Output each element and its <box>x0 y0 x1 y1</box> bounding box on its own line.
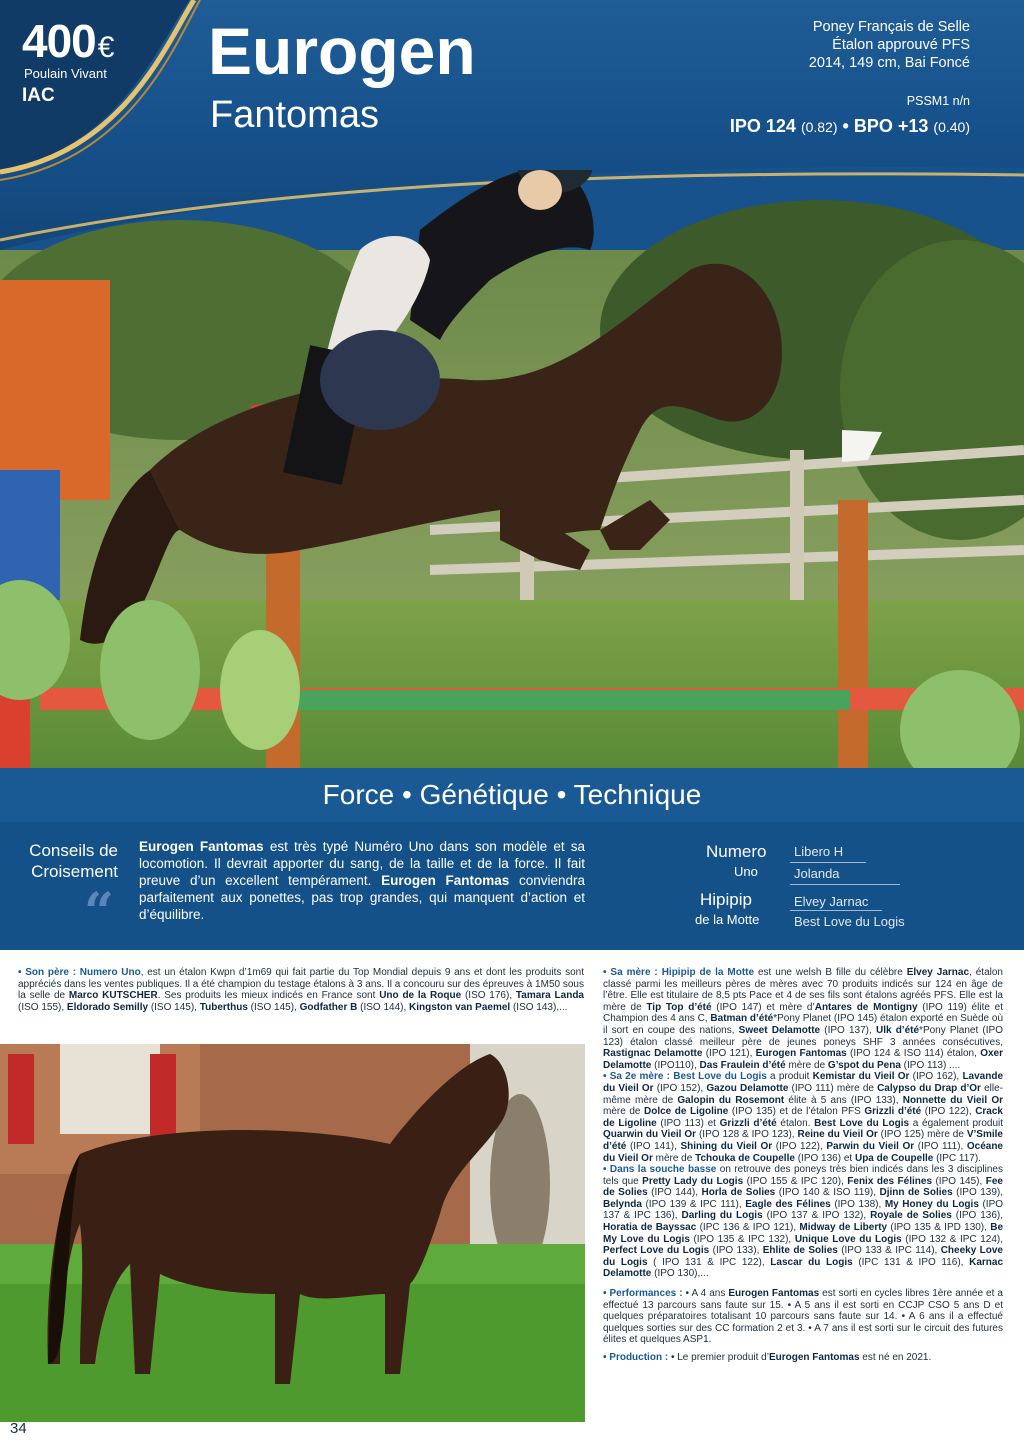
advice-title <box>18 840 118 882</box>
production-paragraph <box>603 1352 1003 1364</box>
granddam-text: (IPO 113) et <box>656 1117 720 1129</box>
stud-fee-condition: Poulain Vivant <box>24 66 107 81</box>
horse-ref: Das Fraulein d’été <box>699 1059 786 1071</box>
horse-ref: Nonnette du Vieil Or <box>902 1094 1004 1106</box>
lower-line-text: (IPO 139), <box>952 1187 1004 1199</box>
granddam-text: (IPO 122), <box>772 1140 827 1152</box>
granddam-text: (IPO 111) mère de <box>788 1082 878 1094</box>
performances-paragraph <box>603 1288 1003 1346</box>
lower-line-text: (IPO 139 & IPC 111), <box>641 1198 746 1210</box>
horse-ref: Antares de Montigny <box>814 1001 918 1013</box>
granddam-text: (IPO 141), <box>626 1140 681 1152</box>
lower-line-text: (IPO 144), <box>647 1187 702 1199</box>
granddam-text: (IPO 122), <box>921 1106 976 1118</box>
pedigree-sire-sub: Uno <box>734 864 758 879</box>
breeding-advice-band <box>0 822 1024 950</box>
dam-lead: • Sa mère : Hipipip de la Motte <box>603 967 755 978</box>
granddam-text: (IPO 152), <box>653 1082 707 1094</box>
horse-ref: Pretty Lady du Logis <box>642 1175 744 1187</box>
sire-text: (ISO 144), <box>357 1001 410 1013</box>
dam-text: (IPO 113) .... <box>900 1059 961 1071</box>
horse-ref: Galopin du Rosemont <box>677 1094 785 1106</box>
horse-ref: Eagle des Félines <box>745 1198 831 1210</box>
product-name: Tuberthus <box>199 1001 248 1013</box>
sire-text: (ISO 143),... <box>510 1001 568 1013</box>
horse-ref: Grizzli d’été <box>719 1117 777 1129</box>
horse-ref: Karnac Delamotte <box>603 1256 1003 1280</box>
pedigree-dam-sire: Elvey Jarnac <box>794 894 869 909</box>
dam-text: (IPO110), <box>651 1059 700 1071</box>
horse-ref: Kemistar du Vieil Or <box>812 1071 910 1083</box>
granddam-text: (IPO 135) et de l’étalon PFS <box>728 1106 865 1118</box>
pedigree-dam: Hipipip <box>700 890 752 909</box>
pedigree-sire-sire: Libero H <box>794 844 844 859</box>
product-name: Tamara Landa <box>515 990 584 1002</box>
lower-line-text: (IPO 133 & IPC 114), <box>837 1245 941 1257</box>
tagline: Force • Génétique • Technique <box>0 768 1024 822</box>
product-name: Kingston van Paemel <box>409 1001 511 1013</box>
granddam-text: étalon. <box>776 1117 815 1129</box>
horse-ref: Shining du Vieil Or <box>680 1140 773 1152</box>
granddam-text: (IPO 125) mère de <box>877 1129 967 1141</box>
page-number: 34 <box>10 1420 27 1437</box>
granddam-text: (IPO 136) et <box>794 1152 855 1164</box>
stud-fee: 400€ <box>22 15 114 67</box>
advice-text-part2: conviendra parfaitement aux ponettes, pas trop grandes, qui manquent d’action et d’équilibre. <box>139 873 586 922</box>
granddam-text: a également produit <box>909 1117 1004 1129</box>
sire-text: , est un étalon Kwpn d’1m69 qui fait partie du Top Mondial depuis 9 ans et dont les produits sont appréciés dans les ventes publiques. Il a été champion du testage étalons à 3 ans. Il a concouru sur des épreuves à 1M50 sous la selle de <box>18 967 584 1002</box>
dam-text: mère de <box>785 1059 828 1071</box>
ipo-value: IPO 124 <box>729 116 796 136</box>
hero-photo-jumping <box>0 170 1024 770</box>
dam-text: , étalon classé parmi les meilleurs pères de mères avec 70 produits indicés sur 124 en âge de l’être. Elle est titulaire de 8,5 pts Pace et 4 de ses fils sont étalons agréés PFS. Elle est la mère de <box>603 967 1003 1013</box>
lower-line-text: (IPO 132 & IPC 124), <box>901 1233 1004 1245</box>
advice-title-line2: Croisement <box>31 862 118 881</box>
lower-line-text: (IPO 138), <box>830 1198 885 1210</box>
index-separator: • <box>842 116 849 136</box>
horse-ref: G’spot du Pena <box>827 1059 901 1071</box>
granddam-text: mère de <box>603 1106 644 1118</box>
lower-line-paragraph <box>603 1164 1003 1280</box>
performances-text: • A 4 ans <box>682 1288 729 1300</box>
horse-ref: Best Love du Logis <box>814 1117 910 1129</box>
dam-text: (IPO 119) élite et Champion des 4 ans C, <box>603 1001 1003 1025</box>
dam-text: (IPO 121), <box>702 1048 756 1060</box>
horse-ref: Tip Top d’été <box>646 1001 712 1013</box>
sire-text: (ISO 176), <box>461 990 516 1002</box>
horse-ref: Upa de Coupelle <box>854 1152 934 1164</box>
granddam-text: mère de <box>652 1152 696 1164</box>
horse-ref: Unique Love du Logis <box>794 1233 902 1245</box>
horse-ref: Rastignac Delamotte <box>603 1048 703 1060</box>
pedigree-dam-dam: Best Love du Logis <box>794 914 905 929</box>
lower-line-text: on retrouve des poneys très bien indicés dans les 3 disciplines tels que <box>603 1164 1003 1187</box>
dam-text: (IPO 147) et mère d’ <box>711 1001 815 1013</box>
horse-ref: Sweet Delamotte <box>738 1024 821 1036</box>
horse-ref: Horla de Solies <box>701 1187 776 1199</box>
production-text: • Le premier produit d’ <box>668 1352 769 1363</box>
insemination-type: IAC <box>22 85 55 106</box>
quote-icon: “ <box>84 882 114 943</box>
lower-line-text: (IPO 140 & ISO 119), <box>775 1187 880 1199</box>
bpo-value: BPO +13 <box>853 116 929 136</box>
sire-text: (ISO 145), <box>247 1001 300 1013</box>
horse-ref: Belynda <box>603 1198 642 1210</box>
lower-line-text: ( IPO 131 & IPC 122), <box>647 1256 771 1268</box>
pedigree-divider <box>790 910 882 911</box>
performances-text: est sorti en cycles libres 1ère année et a effectué 13 parcours sans faute sur 15. • A 5 ans il est sorti en CCJP CSO 5 ans D et quelques préparatoires totalisant 10 parcours sans faute sur 14. • A 6 ans il a effectué quelques sorties sur des CC formation 2 et 3. • A 7 ans il est sorti sur le circuit des futures élites et quelques ASP1. <box>603 1288 1003 1346</box>
indices <box>730 116 970 137</box>
horse-ref: Eurogen Fantomas <box>768 1352 860 1363</box>
lower-line-lead: • Dans la souche basse <box>603 1164 717 1176</box>
horse-ref: Fenix des Félines <box>847 1175 933 1187</box>
product-name: Eldorado Semilly <box>66 1001 149 1013</box>
horse-ref: Darling du Logis <box>681 1210 763 1222</box>
horse-ref: Horatia de Bayssac <box>603 1222 697 1234</box>
horse-ref: V’Smile d’été <box>603 1129 1003 1152</box>
sire-text: . Ses produits les mieux indicés en France sont <box>157 990 380 1002</box>
lower-line-text: (IPO 145), <box>932 1175 986 1187</box>
sire-paragraph <box>18 967 584 1013</box>
granddam-text: (IPO 111), <box>914 1140 967 1152</box>
horse-ref: Midway de Liberty <box>799 1222 888 1234</box>
granddam-text: a produit <box>766 1071 813 1083</box>
horse-ref: Quarwin du Vieil Or <box>603 1129 697 1141</box>
horse-ref: Ulk d’été <box>875 1024 920 1036</box>
horse-ref: Tchouka de Coupelle <box>695 1152 795 1164</box>
lower-line-text: (IPO 135 & IPD 130), <box>887 1222 991 1234</box>
production-lead: • Production : <box>603 1352 669 1363</box>
lower-line-text: (IPO 137 & IPO 132), <box>762 1210 871 1222</box>
lower-line-text: (IPO 135 & IPC 132), <box>689 1233 795 1245</box>
sire-text: (ISO 155), <box>18 1001 67 1013</box>
horse-ref: Eurogen Fantomas <box>728 1288 820 1300</box>
bpo-coef: (0.40) <box>933 119 970 135</box>
pedigree-sire: Numero <box>706 842 767 861</box>
approval-status: Étalon approuvé PFS <box>832 37 970 53</box>
advice-text-part1: est très typé Numéro Uno dans son modèle et sa locomotion. Il devrait apporter du sang, de la taille et de la force. Il fait preuve d’un excellent tempérament. <box>139 839 586 888</box>
performances-lead: • Performances : <box>603 1288 683 1300</box>
granddam-text: (IPO 128 & IPO 123), <box>696 1129 798 1141</box>
horse-ref: Lascar du Logis <box>770 1256 853 1268</box>
advice-text <box>139 838 585 923</box>
horse-ref: Parwin du Vieil Or <box>826 1140 915 1152</box>
production-text: est né en 2021. <box>859 1352 932 1363</box>
horse-ref: Oxer Delamotte <box>603 1048 1003 1071</box>
dam-column <box>603 967 1003 1364</box>
pedigree-dam-sub: de la Motte <box>695 912 760 927</box>
standing-horse-photo <box>0 1044 585 1422</box>
horse-details: 2014, 149 cm, Bai Foncé <box>808 55 970 71</box>
advice-horse-name-2: Eurogen Fantomas <box>381 873 510 888</box>
lower-line-text: (IPO 137 & IPC 136), <box>603 1198 1004 1222</box>
horse-ref: Crack de Ligoline <box>603 1106 1003 1129</box>
horse-ref: Batman d’été <box>710 1013 774 1025</box>
pssm-status: PSSM1 n/n <box>906 94 970 108</box>
horse-ref: Ehlite de Solies <box>762 1245 838 1257</box>
dam-text: est une welsh B fille du célèbre <box>754 967 907 978</box>
breed: Poney Français de Selle <box>812 19 970 35</box>
sire-text: (ISO 145), <box>148 1001 200 1013</box>
standing-horse-illustration <box>0 1044 585 1422</box>
ipo-coef: (0.82) <box>800 119 838 135</box>
granddam-text: (IPO 162), <box>909 1071 963 1083</box>
advice-title-line1: Conseils de <box>29 841 118 860</box>
price-box <box>0 0 190 160</box>
horse-ref: Grizzli d’été <box>864 1106 922 1118</box>
horse-ref: Océane du Vieil Or <box>603 1140 1003 1164</box>
sire-lead: • Son père : Numero Uno <box>18 967 141 978</box>
product-name: Godfather B <box>299 1001 358 1013</box>
horse-ref: Reine du Vieil Or <box>797 1129 878 1141</box>
pedigree-divider <box>790 884 900 885</box>
granddam-text: (IPC 117). <box>933 1152 981 1164</box>
product-name: Uno de la Roque <box>379 990 462 1002</box>
horse-info <box>809 18 970 72</box>
rider-name: Marco KUTSCHER <box>68 990 158 1002</box>
lower-line-text: (IPO 155 & IPC 120), <box>743 1175 848 1187</box>
horse-ref: Gazou Delamotte <box>706 1082 789 1094</box>
horse-ref: My Honey du Logis <box>884 1198 979 1210</box>
horse-ref: Cheeky Love du Logis <box>603 1245 1003 1268</box>
dam-text: (IPO 137), <box>820 1024 876 1036</box>
lower-line-text: (IPO 130),... <box>651 1268 709 1280</box>
advice-horse-name: Eurogen Fantomas <box>139 839 264 854</box>
pedigree-sire-dam: Jolanda <box>794 866 840 881</box>
pedigree-divider <box>790 862 866 863</box>
horse-name-sub: Fantomas <box>210 94 379 136</box>
horse-ref: Dolce de Ligoline <box>644 1106 729 1118</box>
horse-ref: Royale de Solies <box>870 1210 952 1222</box>
horse-ref: Be My Love du Logis <box>603 1222 1004 1245</box>
dam-paragraph <box>603 967 1003 1071</box>
horse-ref: Djinn de Solies <box>879 1187 953 1199</box>
granddam-text: élite à 5 ans (IPO 133), <box>784 1094 903 1106</box>
dam-text: *Pony Planet (IPO 123) étalon classé meilleur père de jeunes poneys SHF 3 années consécutives, <box>603 1024 1003 1048</box>
horse-ref: Elvey Jarnac <box>906 967 970 978</box>
granddam-text: elle-même mère de <box>603 1082 1003 1106</box>
dam-text: (IPO 124 & ISO 114) étalon, <box>846 1048 981 1060</box>
horse-name: Eurogen <box>208 14 476 88</box>
lower-line-text: (IPC 136 & IPO 121), <box>696 1222 800 1234</box>
lower-line-text: (IPC 131 & IPO 116), <box>852 1256 970 1268</box>
horse-ref: Calypso du Drap d’Or <box>877 1082 981 1094</box>
horse-ref: Eurogen Fantomas <box>755 1048 847 1060</box>
lower-line-text: (IPO 133), <box>709 1245 763 1257</box>
granddam-paragraph <box>603 1071 1003 1164</box>
horse-ref: Fee de Solies <box>603 1175 1003 1199</box>
horse-ref: Lavande du Vieil Or <box>603 1071 1004 1094</box>
dam-text: *Pony Planet (IPO 145) étalon exporté en Suède où il sort en coupe des nations, <box>603 1013 1004 1036</box>
lower-line-text: (IPO 136), <box>951 1210 1004 1222</box>
jumping-horse-illustration <box>0 170 1024 770</box>
horse-ref: Perfect Love du Logis <box>603 1245 710 1257</box>
granddam-lead: • Sa 2e mère : Best Love du Logis <box>603 1071 767 1083</box>
